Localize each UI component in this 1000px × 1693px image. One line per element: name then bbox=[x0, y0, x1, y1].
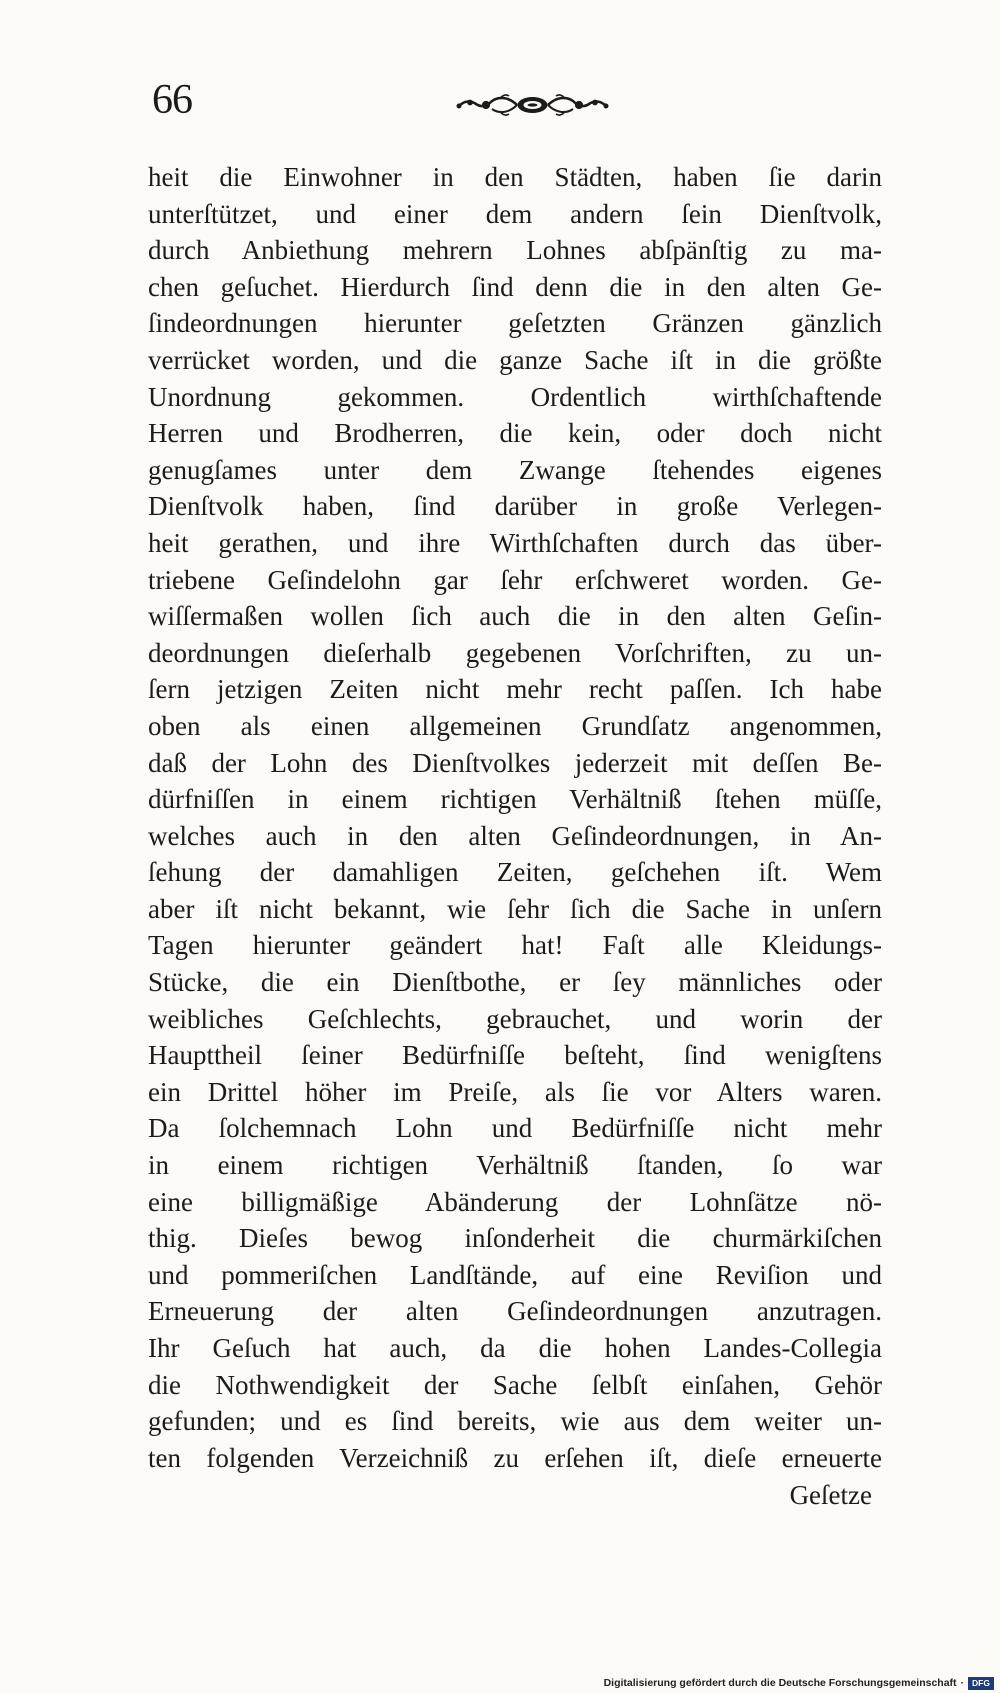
page-number: 66 bbox=[152, 77, 192, 123]
text-line: genugſames unter dem Zwange ſtehendes eigenes bbox=[148, 454, 882, 485]
ornament-center bbox=[518, 97, 548, 113]
ornament-right-scroll bbox=[548, 95, 608, 115]
text-line: Da ſolchemnach Lohn und Bedürfniſſe nicht mehr bbox=[148, 1113, 882, 1144]
text-line: unterſtützet, und einer dem andern ſein Dienſtvolk, bbox=[148, 198, 882, 229]
text-line: verrücket worden, und die ganze Sache iſt in die größte bbox=[148, 344, 882, 375]
text-line: durch Anbiethung mehrern Lohnes abſpänſtig zu ma- bbox=[148, 235, 882, 266]
digitization-footer bbox=[604, 1677, 994, 1690]
text-line: aber iſt nicht bekannt, wie ſehr ſich die Sache in unſern bbox=[148, 893, 882, 924]
text-line: Ihr Geſuch hat auch, da die hohen Landes-Collegia bbox=[148, 1333, 882, 1363]
text-line: Erneuerung der alten Geſindeordnungen anzutragen. bbox=[148, 1296, 882, 1327]
text-line: heit gerathen, und ihre Wirthſchaften durch das über- bbox=[148, 527, 882, 558]
ornament-left-scroll bbox=[457, 95, 517, 115]
dfg-logo: DFG bbox=[968, 1677, 994, 1690]
text-line: wiſſermaßen wollen ſich auch die in den alten Geſin- bbox=[148, 601, 882, 632]
text-line: chen geſuchet. Hierdurch ſind denn die in den alten Ge- bbox=[148, 271, 882, 302]
text-line: Herren und Brodherren, die kein, oder doch nicht bbox=[148, 418, 882, 449]
text-line: ten folgenden Verzeichniß zu erſehen iſt, dieſe erneuerte bbox=[148, 1442, 882, 1473]
body-text bbox=[148, 159, 882, 1476]
catchword: Geſetze bbox=[789, 1480, 872, 1510]
ornament-vignette bbox=[455, 90, 610, 120]
footer-separator: · bbox=[960, 1677, 965, 1689]
text-line: thig. Dieſes bewog inſonderheit die churmärkiſchen bbox=[148, 1223, 882, 1254]
text-line: triebene Geſindelohn gar ſehr erſchweret worden. Ge- bbox=[148, 564, 882, 595]
text-line: heit die Einwohner in den Städten, haben ſie darin bbox=[148, 162, 882, 192]
footer-credit-text: Digitalisierung gefördert durch die Deutsche Forschungsgemeinschaft bbox=[603, 1677, 957, 1689]
text-line: weibliches Geſchlechts, gebrauchet, und worin der bbox=[148, 1003, 882, 1034]
text-line: deordnungen dieſerhalb gegebenen Vorſchriften, zu un- bbox=[148, 637, 882, 668]
text-line: Dienſtvolk haben, ſind darüber in große Verlegen- bbox=[148, 491, 882, 522]
text-line: die Nothwendigkeit der Sache ſelbſt einſahen, Gehör bbox=[148, 1369, 882, 1400]
text-line: ein Drittel höher im Preiſe, als ſie vor Alters waren. bbox=[148, 1076, 882, 1107]
text-line: in einem richtigen Verhältniß ſtanden, ſo war bbox=[148, 1150, 882, 1181]
text-line: Tagen hierunter geändert hat! Faſt alle Kleidungs- bbox=[148, 930, 882, 961]
text-line: welches auch in den alten Geſindeordnungen, in An- bbox=[148, 820, 882, 851]
text-line: gefunden; und es ſind bereits, wie aus dem weiter un- bbox=[148, 1406, 882, 1437]
text-line: ſindeordnungen hierunter geſetzten Gränzen gänzlich bbox=[148, 308, 882, 339]
text-line: ſehung der damahligen Zeiten, geſchehen iſt. Wem bbox=[148, 857, 882, 888]
text-line: Stücke, die ein Dienſtbothe, er ſey männliches oder bbox=[148, 967, 882, 998]
text-line: oben als einen allgemeinen Grundſatz angenommen, bbox=[148, 710, 882, 741]
text-line: Unordnung gekommen. Ordentlich wirthſchaftende bbox=[148, 381, 882, 412]
text-line: eine billigmäßige Abänderung der Lohnſätze nö- bbox=[148, 1186, 882, 1217]
text-line: Haupttheil ſeiner Bedürfniſſe beſteht, ſind wenigſtens bbox=[148, 1040, 882, 1071]
text-line: daß der Lohn des Dienſtvolkes jederzeit mit deſſen Be- bbox=[148, 747, 882, 778]
text-line: dürfniſſen in einem richtigen Verhältniß ſtehen müſſe, bbox=[148, 784, 882, 815]
text-line: und pommeriſchen Landſtände, auf eine Reviſion und bbox=[148, 1259, 882, 1290]
text-line: ſern jetzigen Zeiten nicht mehr recht paſſen. Ich habe bbox=[148, 674, 882, 705]
